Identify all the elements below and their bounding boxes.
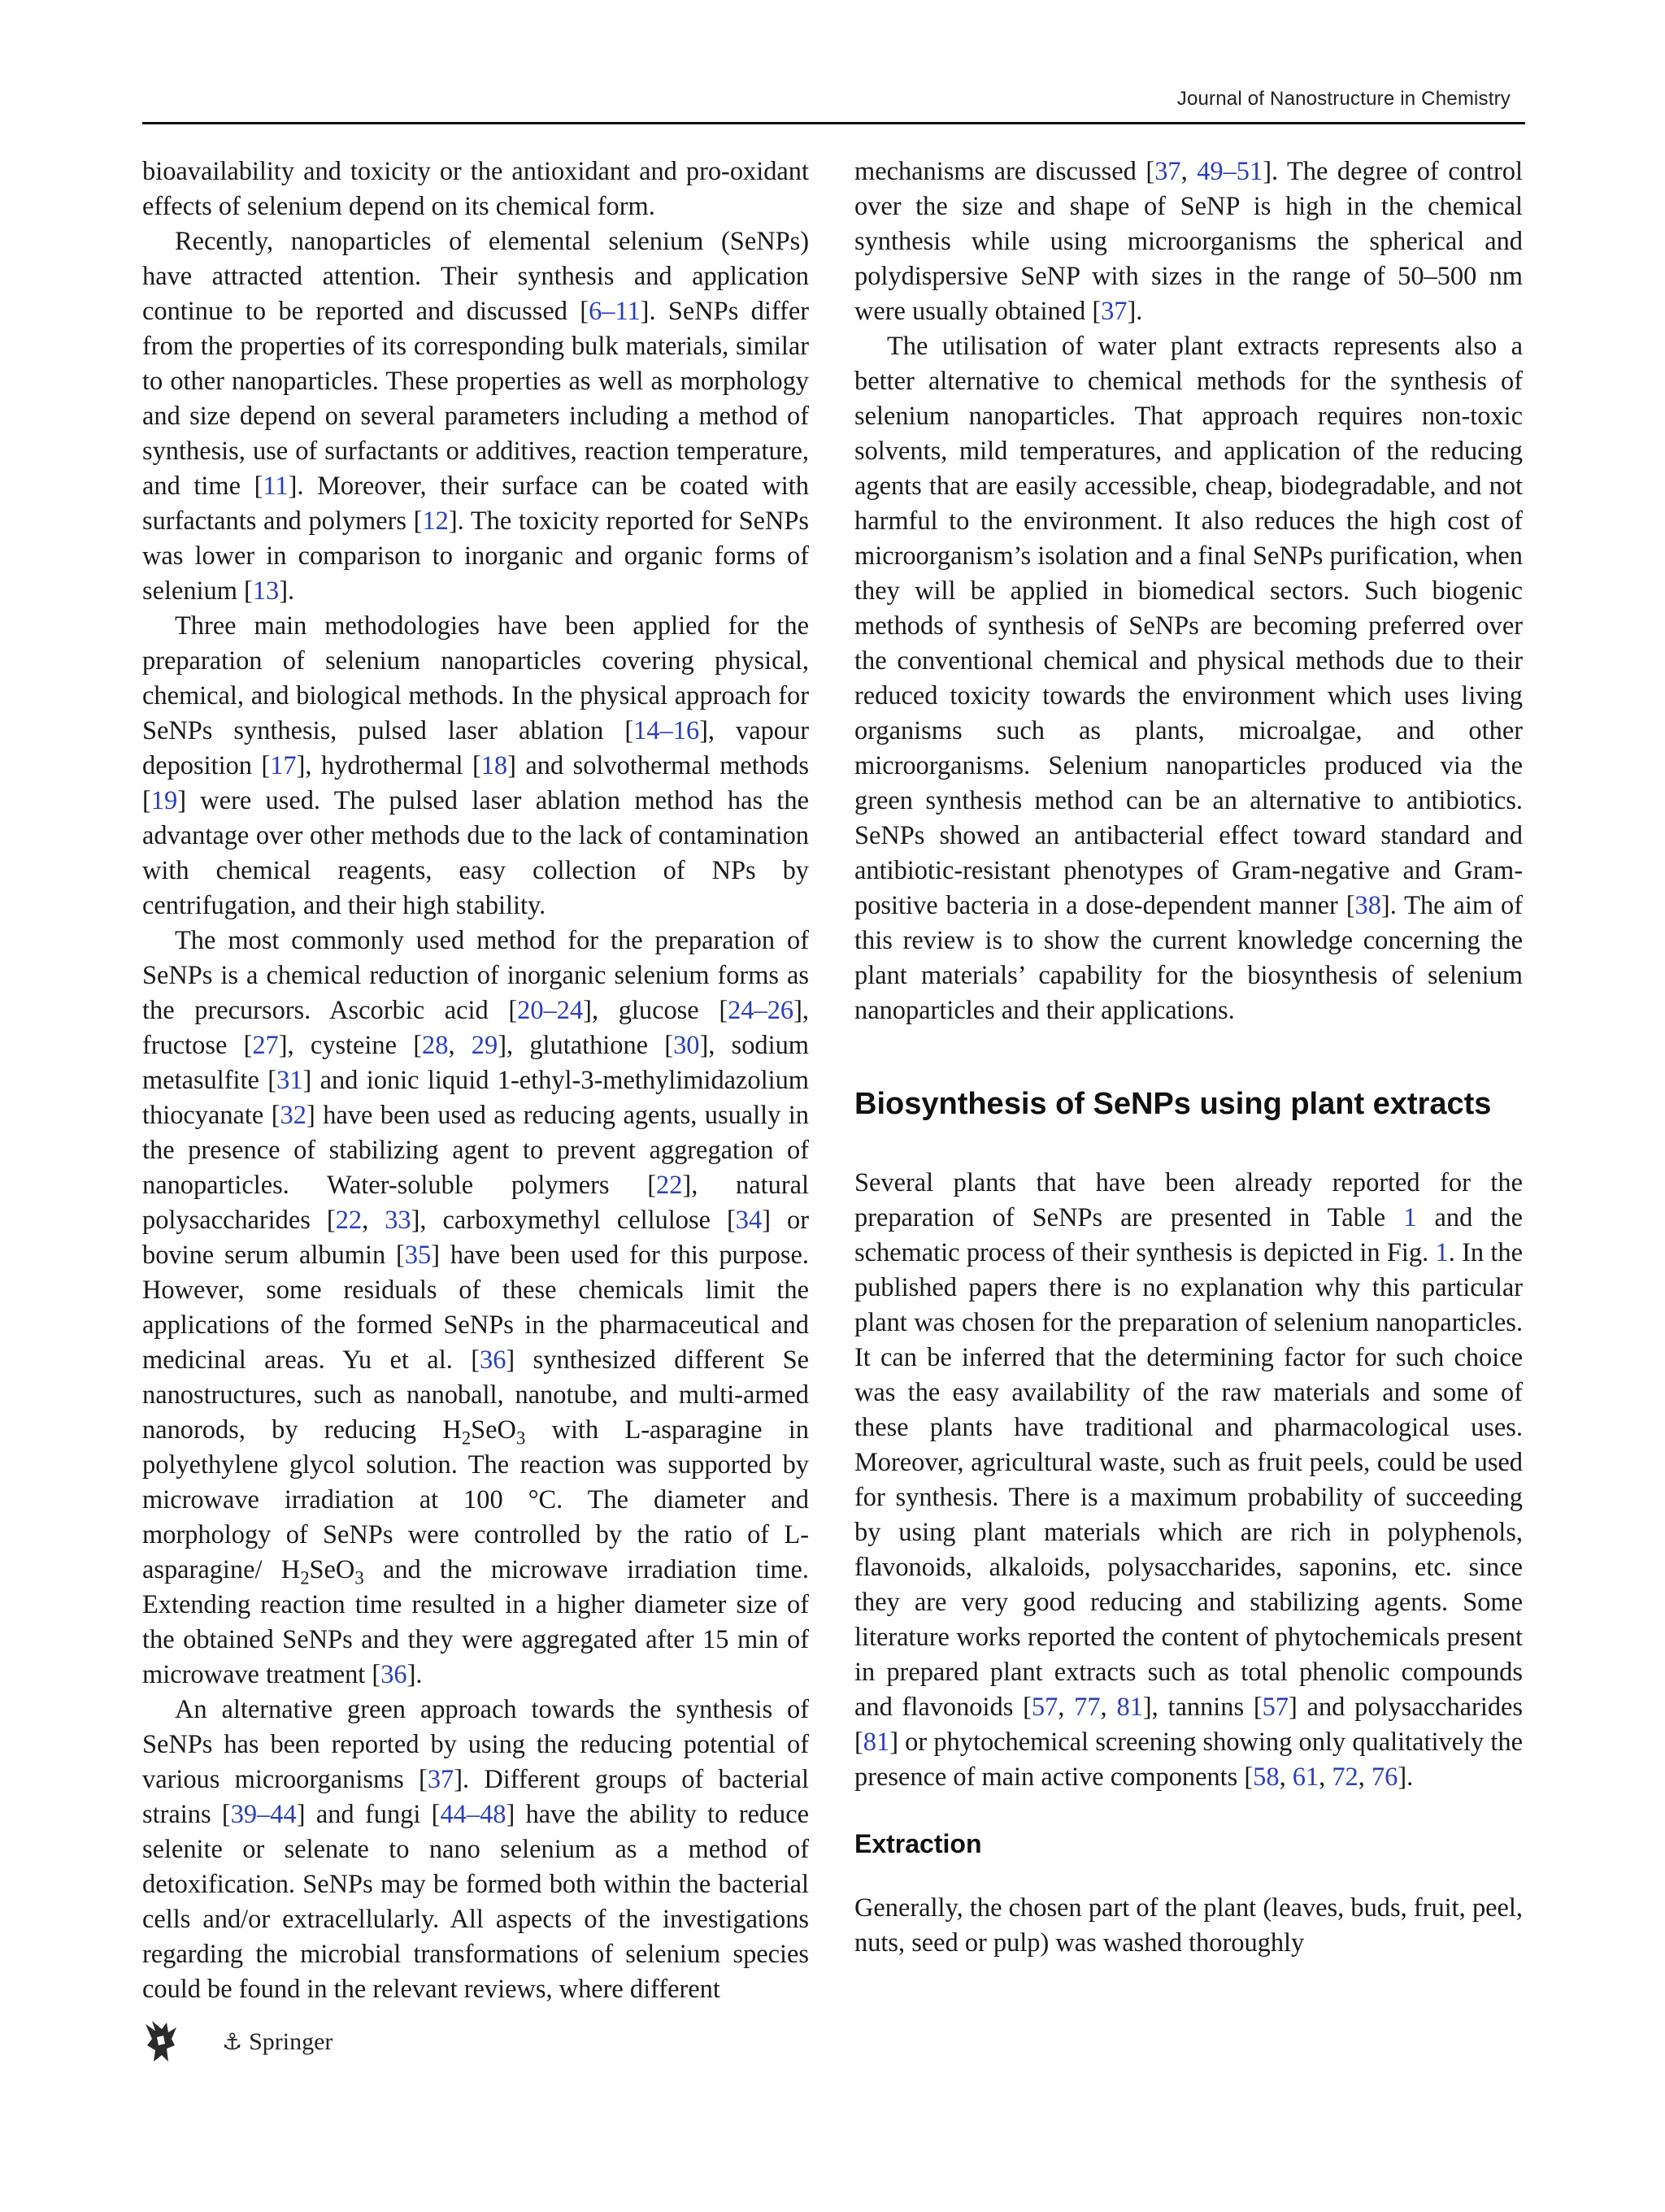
citation-link[interactable]: 29 xyxy=(471,1031,498,1060)
citation-link[interactable]: 14–16 xyxy=(633,716,700,745)
paragraph: An alternative green approach towards the synthesis of SeNPs has been reported by using the reducing potential of various microorganisms [37]. Different groups of bacterial strains [39–44] and fungi [44–48] have the ability to reduce selenite or selenate to nano selenium as a method of detoxification. SeNPs may be formed both within the bacterial cells and/or extracellularly. All aspects of the investigations regarding the microbial transformations of selenium species could be found in the relevant reviews, where different xyxy=(142,1695,809,2004)
citation-link[interactable]: 27 xyxy=(252,1031,279,1060)
citation-link[interactable]: 61 xyxy=(1292,1762,1319,1792)
section-heading: Biosynthesis of SeNPs using plant extracts xyxy=(854,1087,1492,1121)
citation-link[interactable]: 13 xyxy=(252,576,280,606)
springer-horse-logo-icon xyxy=(142,2019,180,2065)
citation-link[interactable]: 6–11 xyxy=(589,297,641,326)
subscript: 3 xyxy=(515,1428,526,1449)
citation-link[interactable]: 37 xyxy=(427,1765,454,1794)
paragraph: Recently, nanoparticles of elemental selenium (SeNPs) have attracted attention. Their synthesis and application continue to be reported and discussed [6–11]. SeNPs differ from the properties of its corresponding bulk materials, similar to other nanoparticles. These properties as well as morphology and size depend on several parameters including a method of synthesis, use of surfactants or additives, reaction temperature, and time [11]. Moreover, their surface can be coated with surfactants and polymers [12]. The toxicity reported for SeNPs was lower in comparison to inorganic and organic forms of selenium [13]. xyxy=(142,227,809,606)
citation-link[interactable]: 1 xyxy=(1403,1203,1417,1232)
citation-link[interactable]: 72 xyxy=(1332,1762,1359,1792)
citation-link[interactable]: 81 xyxy=(863,1727,890,1757)
citation-link[interactable]: 20–24 xyxy=(517,996,584,1025)
citation-link[interactable]: 37 xyxy=(1154,157,1181,186)
citation-link[interactable]: 57 xyxy=(1262,1693,1289,1722)
citation-link[interactable]: 77 xyxy=(1074,1693,1101,1722)
citation-link[interactable]: 49–51 xyxy=(1197,157,1263,186)
citation-link[interactable]: 11 xyxy=(263,472,289,501)
subsection-heading: Extraction xyxy=(854,1829,982,1858)
citation-link[interactable]: 22 xyxy=(656,1171,683,1200)
paragraph: Three main methodologies have been applied for the preparation of selenium nanoparticles covering physical, chemical, and biological methods. In the physical approach for SeNPs synthesis, pulsed laser ablation [14–16], vapour deposition [17], hydrothermal [18] and solvothermal methods [19] were used. The pulsed laser ablation method has the advantage over other methods due to the lack of contamination with chemical reagents, easy collection of NPs by centrifugation, and their high stability. xyxy=(142,611,809,920)
paragraph: The most commonly used method for the preparation of SeNPs is a chemical reduction of inorganic selenium forms as the precursors. Ascorbic acid [20–24], glucose [24–26], fructose [27], cysteine [28, 29], glutathione [30], sodium metasulfite [31] and ionic liquid 1-ethyl-3-methylimidazolium thiocyanate [32] have been used as reducing agents, usually in the presence of stabilizing agent to prevent aggregation of nanoparticles. Water-soluble polymers [22], natural polysaccharides [22, 33], carboxymethyl cellulose [34] or bovine serum albumin [35] have been used for this purpose. However, some residuals of these chemicals limit the applications of the formed SeNPs in the pharmaceutical and medicinal areas. Yu et al. [36] synthesized different Se nanostructures, such as nanoball, nanotube, and multi-armed nanorods, by reducing $H_2SeO_3$ with L-asparagine in polyethylene glycol solution. The reaction was supported by microwave irradiation at 100 °C. The diameter and morphology of SeNPs were controlled by the ratio of L-asparagine/ $H_2SeO_3$ and the microwave irradiation time. Extending reaction time resulted in a higher diameter size of the obtained SeNPs and they were aggregated after 15 min of microwave treatment [36]. xyxy=(142,926,810,1689)
subscript: 2 xyxy=(300,1567,310,1588)
citation-link[interactable]: 17 xyxy=(270,751,297,780)
header-rule xyxy=(142,122,1525,124)
paragraph: The utilisation of water plant extracts represents also a better alternative to chemical methods for the synthesis of selenium nanoparticles. That approach requires non-toxic solvents, mild temperatures, and application of the reducing agents that are easily accessible, cheap, biodegradable, and not harmful to the environment. It also reduces the high cost of microorganism’s isolation and a final SeNPs purification, when they will be applied in biomedical sectors. Such biogenic methods of synthesis of SeNPs are becoming preferred over the conventional chemical and physical methods due to their reduced toxicity towards the environment which uses living organisms such as plants, microalgae, and other microorganisms. Selenium nanoparticles produced via the green synthesis method can be an alternative to antibiotics. SeNPs showed an antibacterial effect toward standard and antibiotic-resistant phenotypes of Gram-negative and Gram-positive bacteria in a dose-dependent manner [38]. The aim of this review is to show the current knowledge concerning the plant materials’ capability for the biosynthesis of selenium nanoparticles and their applications. xyxy=(854,332,1523,1025)
footer xyxy=(142,2019,333,2065)
citation-link[interactable]: 57 xyxy=(1031,1693,1059,1722)
citation-link[interactable]: 76 xyxy=(1371,1762,1398,1792)
citation-link[interactable]: 36 xyxy=(380,1660,407,1689)
citation-link[interactable]: 30 xyxy=(673,1031,700,1060)
citation-link[interactable]: 31 xyxy=(276,1066,303,1095)
paragraph: bioavailability and toxicity or the antioxidant and pro-oxidant effects of selenium depend on its chemical form. xyxy=(142,157,809,221)
left-column xyxy=(142,154,809,2007)
citation-link[interactable]: 44–48 xyxy=(440,1800,506,1829)
citation-link[interactable]: 22 xyxy=(335,1206,363,1235)
paragraph: Several plants that have been already reported for the preparation of SeNPs are presented in Table 1 and the schematic process of their synthesis is depicted in Fig. 1. In the published papers there is no explanation why this particular plant was chosen for the preparation of selenium nanoparticles. It can be inferred that the determining factor for such choice was the easy availability of the raw materials and some of these plants have traditional and pharmacological uses. Moreover, agricultural waste, such as fruit peels, could be used for synthesis. There is a maximum probability of succeeding by using plant materials which are rich in polyphenols, flavonoids, alkaloids, polysaccharides, saponins, etc. since they are very good reducing and stabilizing agents. Some literature works reported the content of phytochemicals present in prepared plant extracts such as total phenolic compounds and flavonoids [57, 77, 81], tannins [57] and polysaccharides [81] or phytochemical screening showing only qualitatively the presence of main active components [58, 61, 72, 76]. xyxy=(854,1168,1524,1792)
citation-link[interactable]: 38 xyxy=(1354,891,1381,920)
citation-link[interactable]: 12 xyxy=(422,506,449,536)
journal-title: Journal of Nanostructure in Chemistry xyxy=(1176,88,1511,110)
subscript: 2 xyxy=(461,1428,472,1449)
citation-link[interactable]: 32 xyxy=(280,1101,306,1130)
citation-link[interactable]: 18 xyxy=(480,751,508,780)
paragraph: Generally, the chosen part of the plant (leaves, buds, fruit, peel, nuts, seed or pulp) was washed thoroughly xyxy=(854,1893,1523,1958)
subscript: 3 xyxy=(354,1567,364,1588)
citation-link[interactable]: 37 xyxy=(1101,297,1128,326)
springer-link-icon: ⚓︎ xyxy=(222,2030,243,2055)
right-column xyxy=(854,154,1523,1961)
citation-link[interactable]: 39–44 xyxy=(230,1800,297,1829)
citation-link[interactable]: 33 xyxy=(385,1206,411,1235)
citation-link[interactable]: 19 xyxy=(150,786,178,815)
paragraph: mechanisms are discussed [37, 49–51]. The degree of control over the size and shape of SeNP is high in the chemical synthesis while using microorganisms the spherical and polydispersive SeNP with sizes in the range of 50–500 nm were usually obtained [37]. xyxy=(854,157,1523,326)
publisher-name: Springer xyxy=(249,2028,333,2055)
citation-link[interactable]: 1 xyxy=(1435,1238,1449,1267)
citation-link[interactable]: 34 xyxy=(735,1206,763,1235)
citation-link[interactable]: 28 xyxy=(422,1031,449,1060)
citation-link[interactable]: 81 xyxy=(1116,1693,1143,1722)
citation-link[interactable]: 35 xyxy=(404,1241,432,1270)
citation-link[interactable]: 36 xyxy=(480,1345,506,1375)
publisher-mark xyxy=(222,2028,333,2056)
citation-link[interactable]: 24–26 xyxy=(728,996,794,1025)
citation-link[interactable]: 58 xyxy=(1253,1762,1280,1792)
